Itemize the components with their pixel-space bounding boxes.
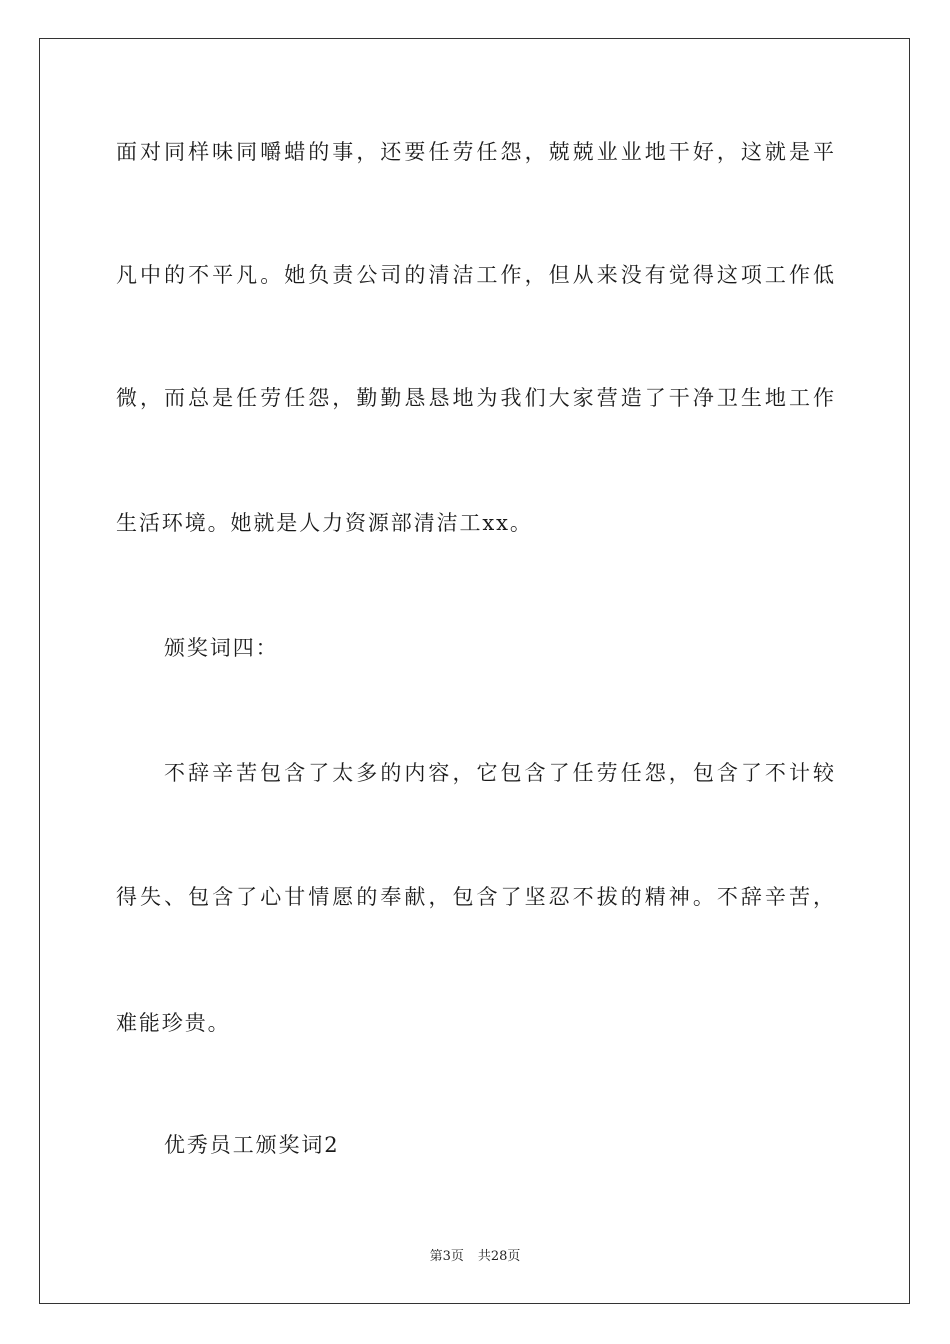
page-number: 第3页 [429,1249,464,1264]
body-line-6: 得失、包含了心甘情愿的奉献，包含了坚忍不拔的精神。不辞辛苦， [116,885,834,909]
body-line-3: 微，而总是任劳任怨，勤勤恳恳地为我们大家营造了干净卫生地工作 [116,386,834,410]
page-footer [0,1248,950,1266]
body-line-5: 不辞辛苦包含了太多的内容，它包含了任劳任怨，包含了不计较 [164,761,834,785]
page-frame [39,38,910,1304]
body-line-2: 凡中的不平凡。她负责公司的清洁工作，但从来没有觉得这项工作低 [116,263,834,287]
section-title: 优秀员工颁奖词2 [164,1133,340,1157]
body-line-1: 面对同样味同嚼蜡的事，还要任劳任怨，兢兢业业地干好，这就是平 [116,140,834,164]
section-heading-4: 颁奖词四： [164,636,279,660]
body-line-4: 生活环境。她就是人力资源部清洁工xx。 [116,511,533,535]
body-line-7: 难能珍贵。 [116,1011,231,1035]
page-total: 共28页 [477,1249,521,1264]
